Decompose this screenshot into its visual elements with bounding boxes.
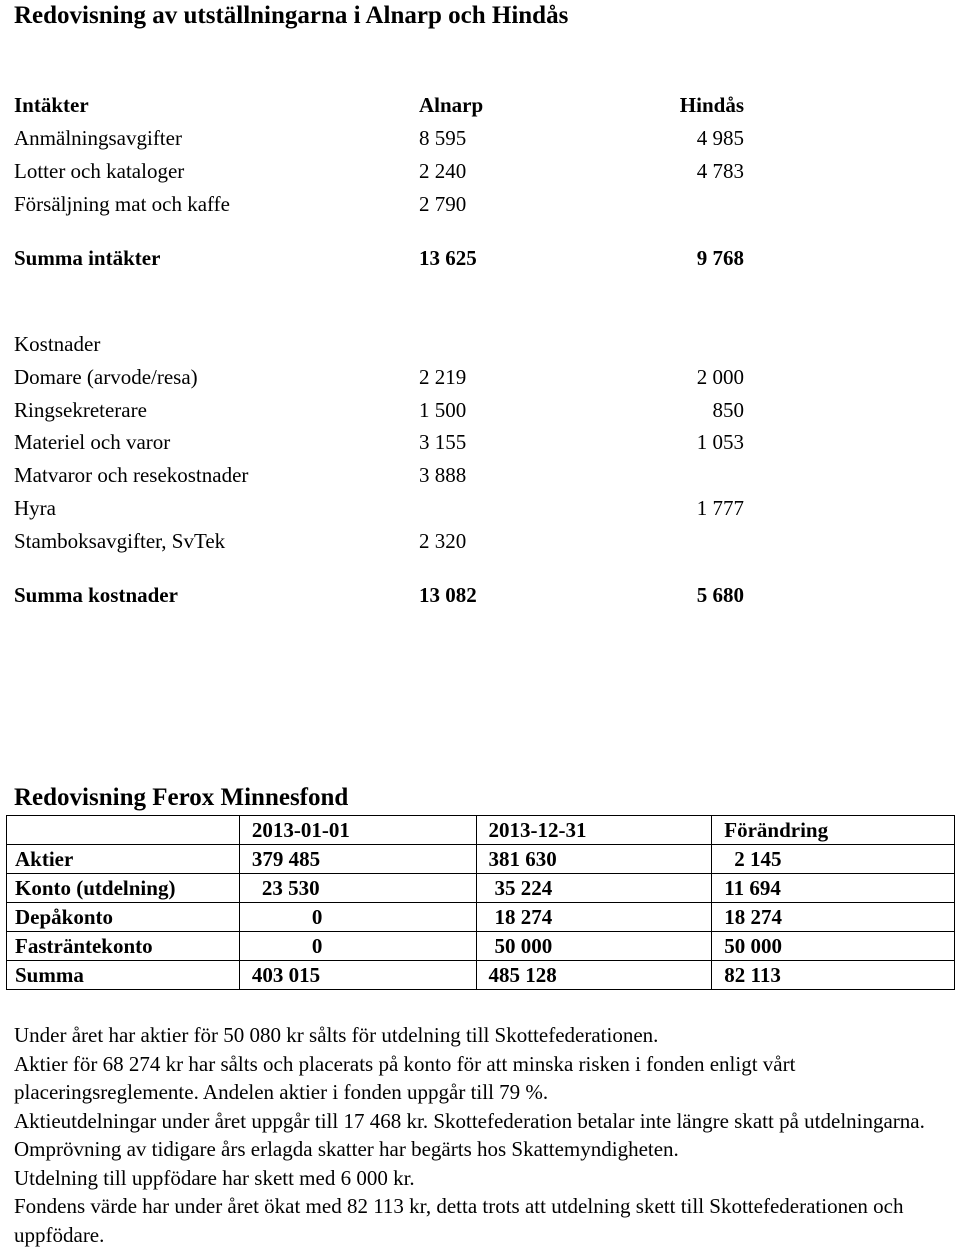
header-cell <box>7 816 240 845</box>
row-label: Lotter och kataloger <box>14 159 185 183</box>
start-value: 403 015 <box>239 961 476 990</box>
row-label: Materiel och varor <box>14 430 171 454</box>
costs-total-row <box>0 580 960 610</box>
start-value: 0 <box>239 903 476 932</box>
note-paragraph: Aktieutdelningar under året uppgår till 17 468 kr. Skottefederation betalar inte längre skatt på utdelningarna. Omprövning av tidigare års erlagda skatter har begärts hos Skattemyndigheten. <box>14 1108 925 1161</box>
row-label: Försäljning mat och kaffe <box>14 192 230 216</box>
start-value: 379 485 <box>239 845 476 874</box>
note-paragraph: Aktier för 68 274 kr har sålts och placerats på konto för att minska risken i fonden enligt vårt placeringsreglemente. Andelen aktier i fonden uppgår till 79 %. <box>14 1051 796 1104</box>
table-row <box>7 874 955 903</box>
income-total-row <box>0 243 960 273</box>
row-label: Hyra <box>14 496 56 520</box>
header-cell: 2013-12-31 <box>476 816 712 845</box>
fund-title: Redovisning Ferox Minnesfond <box>14 784 349 811</box>
row-label: Domare (arvode/resa) <box>14 365 198 389</box>
cost-row <box>0 493 960 523</box>
end-value: 50 000 <box>476 932 712 961</box>
hindas-value: 4 985 <box>696 126 744 150</box>
hindas-value: 1 777 <box>696 496 744 520</box>
change-value: 2 145 <box>712 845 955 874</box>
row-label: Stamboksavgifter, SvTek <box>14 529 226 553</box>
note-paragraph: Utdelning till uppfödare har skett med 6 000 kr. <box>14 1165 415 1190</box>
income-row <box>0 156 960 186</box>
table-row <box>7 903 955 932</box>
hindas-total: 5 680 <box>696 583 744 607</box>
change-value: 11 694 <box>712 874 955 903</box>
cost-row <box>0 395 960 425</box>
start-value: 0 <box>239 932 476 961</box>
alnarp-total: 13 625 <box>419 246 477 270</box>
column-header-hindas: Hindås <box>679 93 744 117</box>
header-cell: Förändring <box>712 816 955 845</box>
row-label: Fasträntekonto <box>7 932 240 961</box>
total-label: Summa intäkter <box>14 246 161 270</box>
table-header-row <box>7 816 955 845</box>
header-cell: 2013-01-01 <box>239 816 476 845</box>
costs-header-row <box>0 329 960 359</box>
alnarp-value: 2 219 <box>419 365 467 389</box>
alnarp-value: 3 155 <box>419 430 467 454</box>
row-label: Depåkonto <box>7 903 240 932</box>
alnarp-value: 2 790 <box>419 192 467 216</box>
hindas-value: 850 <box>712 398 744 422</box>
row-label: Konto (utdelning) <box>7 874 240 903</box>
table-row <box>7 932 955 961</box>
end-value: 18 274 <box>476 903 712 932</box>
income-header-label: Intäkter <box>14 93 89 117</box>
row-label: Aktier <box>7 845 240 874</box>
fund-table <box>6 815 955 990</box>
note-paragraph: Under året har aktier för 50 080 kr sålts för utdelning till Skottefederationen. <box>14 1023 659 1047</box>
page-title: Redovisning av utställningarna i Alnarp och Hindås <box>14 2 569 29</box>
cost-row <box>0 460 960 490</box>
row-label: Summa <box>7 961 240 990</box>
row-label: Matvaror och resekostnader <box>14 463 249 487</box>
hindas-total: 9 768 <box>696 246 744 270</box>
alnarp-value: 8 595 <box>419 126 467 150</box>
row-label: Anmälningsavgifter <box>14 126 182 150</box>
start-value: 23 530 <box>239 874 476 903</box>
change-value: 50 000 <box>712 932 955 961</box>
note-paragraph: Fondens värde har under året ökat med 82 113 kr, detta trots att utdelning skett till Skottefederationen och uppfödare. <box>14 1194 904 1247</box>
end-value: 35 224 <box>476 874 712 903</box>
column-header-alnarp: Alnarp <box>419 93 484 117</box>
end-value: 485 128 <box>476 961 712 990</box>
income-header-row <box>0 90 960 120</box>
cost-row <box>0 526 960 556</box>
alnarp-value: 2 240 <box>419 159 467 183</box>
table-row <box>7 845 955 874</box>
end-value: 381 630 <box>476 845 712 874</box>
total-label: Summa kostnader <box>14 583 178 607</box>
income-row <box>0 123 960 153</box>
row-label: Ringsekreterare <box>14 398 147 422</box>
alnarp-value: 3 888 <box>419 463 467 487</box>
change-value: 18 274 <box>712 903 955 932</box>
change-value: 82 113 <box>712 961 955 990</box>
income-row <box>0 189 960 219</box>
hindas-value: 4 783 <box>696 159 744 183</box>
alnarp-value: 1 500 <box>419 398 467 422</box>
table-row <box>7 961 955 990</box>
alnarp-value: 2 320 <box>419 529 467 553</box>
cost-row <box>0 362 960 392</box>
hindas-value: 2 000 <box>696 365 744 389</box>
hindas-value: 1 053 <box>696 430 744 454</box>
notes <box>14 1021 949 1249</box>
cost-row <box>0 427 960 457</box>
alnarp-total: 13 082 <box>419 583 477 607</box>
costs-header-label: Kostnader <box>14 332 101 356</box>
